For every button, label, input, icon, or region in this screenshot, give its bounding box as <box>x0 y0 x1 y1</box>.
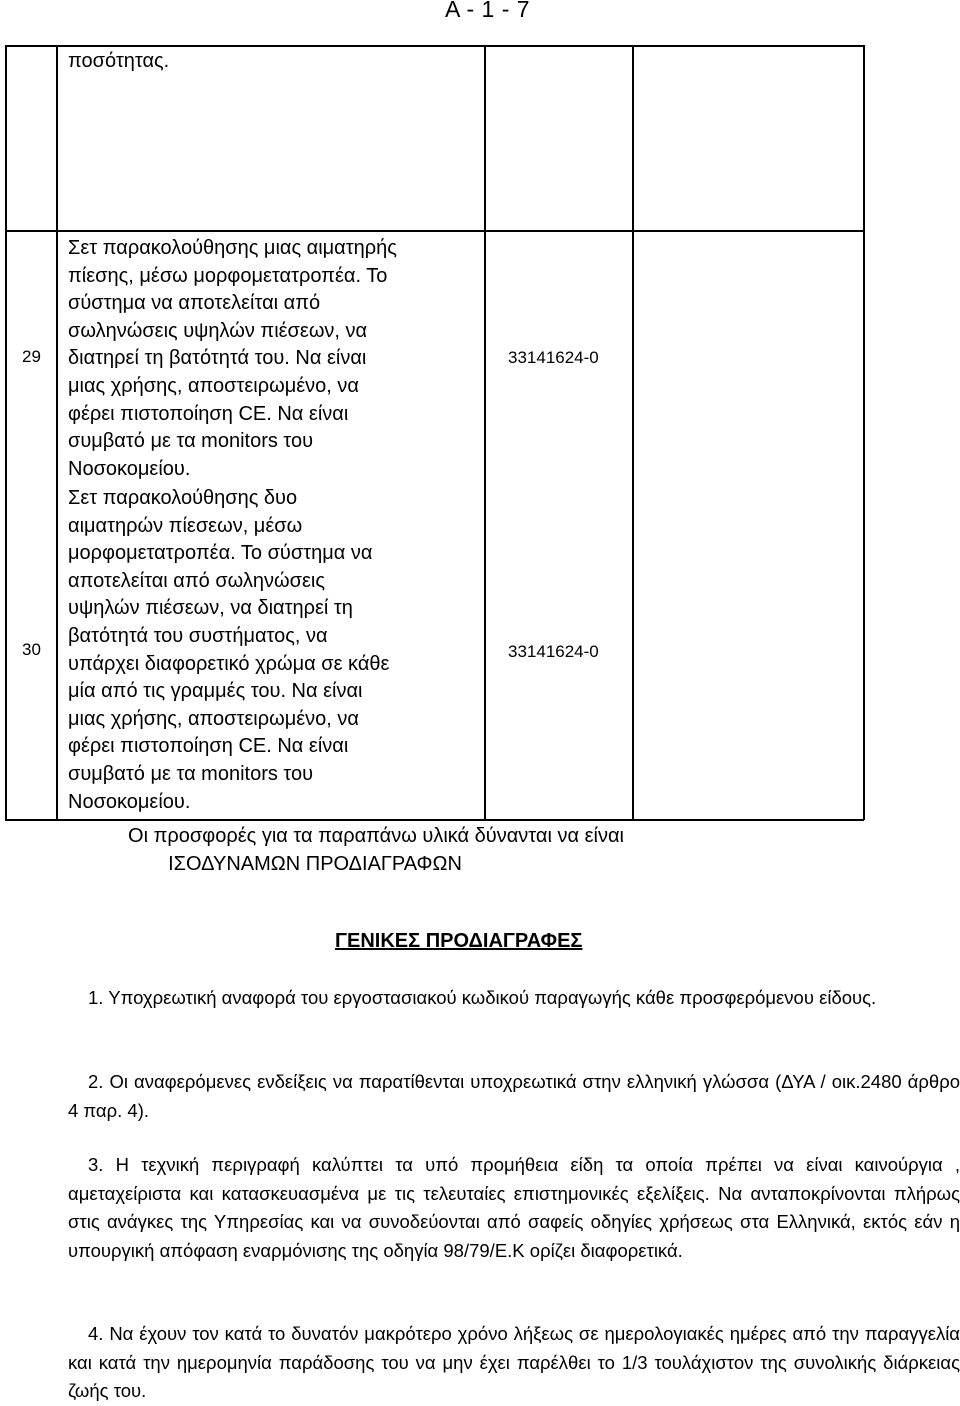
table-border-right <box>863 45 865 820</box>
row-30-line: Νοσοκομείου. <box>68 790 191 813</box>
spec-item-2 <box>68 1068 960 1125</box>
row-30-line: μία από τις γραμμές του. Να είναι <box>68 680 363 703</box>
row-29-line: μιας χρήσης, αποστειρωμένο, να <box>68 375 359 397</box>
spec-item-number: 1. <box>88 987 104 1008</box>
row-29-line: σύστημα να αποτελείται από <box>68 292 321 315</box>
row-30-line: μιας χρήσης, αποστειρωμένο, να <box>68 707 359 730</box>
row-30-code: 33141624-0 <box>508 642 599 661</box>
spec-item-text: Η τεχνική περιγραφή καλύπτει τα υπό προμήθεια είδη τα οποία πρέπει να είναι καινούργια , αμεταχείριστα και κατασκευασμένα με τις τελευταίες επιστημονικές εξελίξεις. Να ανταποκρίνονται πλήρως στις ανάγκες της Υπηρεσίας και να συνοδεύονται από σαφείς οδηγίες χρήσεως στα Ελληνικά, εκτός εάν η υπουργική απόφαση εναρμόνισης της οδηγία 98/79/Ε.Κ ορίζει διαφορετικά. <box>68 1154 960 1261</box>
row-number-29: 29 <box>22 347 41 366</box>
spec-item-text: Να έχουν τον κατά το δυνατόν μακρότερο χρόνο λήξεως σε ημερολογιακές ημέρες από την παραγγελία και κατά την ημερομηνία παράδοσης του να μην έχει παρέλθει το 1/3 τουλάχιστον της συνολικής διάρκειας ζωής του. <box>68 1323 960 1401</box>
spec-item-text: Υποχρεωτική αναφορά του εργοστασιακού κωδικού παραγωγής κάθε προσφερόμενου είδους. <box>108 987 877 1008</box>
row-30-line: υπάρχει διαφορετικό χρώμα σε κάθε <box>68 652 390 675</box>
row-29-line: διατηρεί τη βατότητά του. Να είναι <box>68 347 367 370</box>
general-specs-heading: ΓΕΝΙΚΕΣ ΠΡΟΔΙΑΓΡΑΦΕΣ <box>335 930 583 952</box>
row-30-line: Σετ παρακολούθησης δυο <box>68 487 298 509</box>
table-col-divider-3 <box>632 45 634 820</box>
table-col-divider-1 <box>56 45 58 820</box>
row-29-line: πίεσης, μέσω μορφομετατροπέα. Το <box>68 264 388 287</box>
row-29-line: Νοσοκομείου. <box>68 457 191 480</box>
table-col-divider-2 <box>484 45 486 820</box>
equivalent-specs-note-line1: Οι προσφορές για τα παραπάνω υλικά δύνανται να είναι <box>128 825 624 847</box>
row-29-code: 33141624-0 <box>508 348 599 367</box>
row-29-line: συμβατό με τα monitors του <box>68 430 314 453</box>
spec-item-number: 4. <box>88 1323 104 1344</box>
spec-item-3 <box>68 1151 960 1265</box>
table-row-divider <box>5 230 864 232</box>
row-30-line: αιματηρών πίεσεων, μέσω <box>68 514 303 537</box>
row-29-line: φέρει πιστοποίηση CE. Να είναι <box>68 402 349 425</box>
spec-item-number: 2. <box>88 1071 104 1092</box>
table-border-top <box>5 45 864 47</box>
table-border-bottom <box>5 819 864 821</box>
row-30-line: υψηλών πιέσεων, να διατηρεί τη <box>68 597 353 620</box>
spec-item-text: Οι αναφερόμενες ενδείξεις να παρατίθενται υποχρεωτικά στην ελληνική γλώσσα (ΔΥΑ / οικ.2480 άρθρο 4 παρ. 4). <box>68 1071 960 1121</box>
row-30-line: βατότητά του συστήματος, να <box>68 625 328 647</box>
row-30-line: μορφομετατροπέα. Το σύστημα να <box>68 542 373 565</box>
table-border-left <box>5 45 7 820</box>
prev-row-text: ποσότητας. <box>68 50 170 72</box>
page-number: A - 1 - 7 <box>445 0 531 22</box>
row-29-line: σωληνώσεις υψηλών πιέσεων, να <box>68 319 368 342</box>
row-number-30: 30 <box>22 640 41 659</box>
equivalent-specs-note-line2: ΙΣΟΔΥΝΑΜΩΝ ΠΡΟΔΙΑΓΡΑΦΩΝ <box>168 853 462 875</box>
spec-item-number: 3. <box>88 1154 104 1175</box>
spec-item-1 <box>68 984 960 1013</box>
row-29-line: Σετ παρακολούθησης μιας αιματηρής <box>68 237 397 259</box>
spec-item-4 <box>68 1320 960 1406</box>
row-30-line: αποτελείται από σωληνώσεις <box>68 569 325 592</box>
row-30-line: συμβατό με τα monitors του <box>68 763 314 785</box>
row-30-line: φέρει πιστοποίηση CE. Να είναι <box>68 735 349 758</box>
